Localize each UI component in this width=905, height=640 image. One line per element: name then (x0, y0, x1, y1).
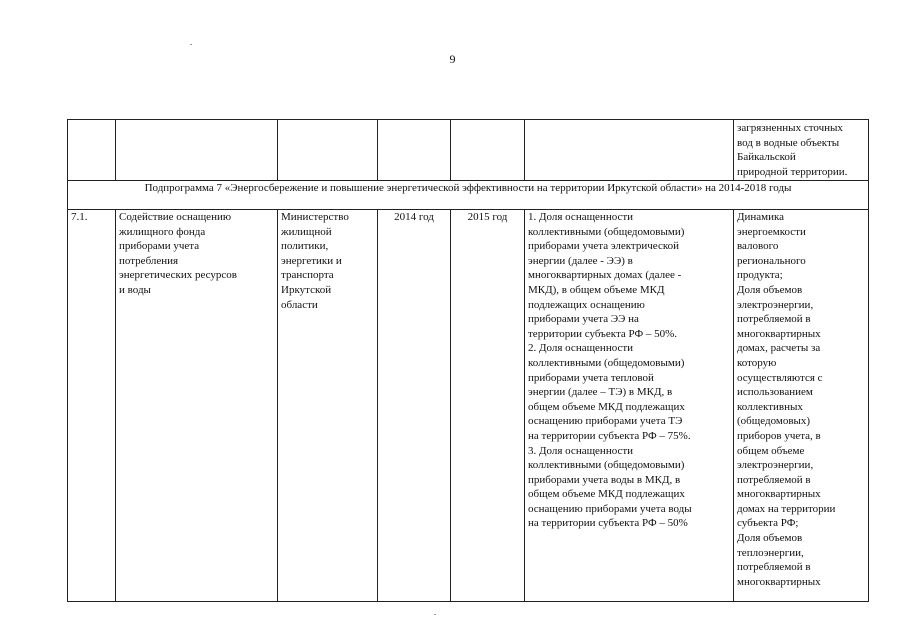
text-line: коллективными (общедомовыми) (528, 356, 685, 369)
text-line: Содействие оснащению (119, 211, 232, 223)
start-year: 2014 год (378, 210, 451, 602)
text-line: приборами учета ЭЭ на (528, 313, 639, 326)
text-line: энергетических ресурсов (119, 269, 237, 282)
executor-cell (278, 210, 378, 602)
text-line: потребляемой в (737, 313, 811, 326)
text-line: приборами учета (119, 240, 200, 253)
cell-empty (68, 120, 116, 181)
main-row (68, 210, 869, 602)
text-line: приборами учета воды в МКД, в (528, 473, 681, 486)
continuation-target-cell (734, 120, 869, 181)
text-line: домах, расчеты за (737, 342, 821, 355)
text-line: энергетики и (281, 254, 342, 267)
text-line: (общедомовых) (737, 415, 811, 428)
target-indicators-cell (734, 210, 869, 602)
text-line: потребления (119, 254, 179, 267)
subprogram-header: Подпрограмма 7 «Энергосбережение и повышение энергетической эффективности на территории Иркутской области» на 2014-2018 годы (68, 181, 869, 210)
text-line: которую (737, 356, 777, 369)
text-line: субъекта РФ; (737, 517, 799, 530)
scan-speck (190, 44, 192, 45)
text-line: Доля объемов (737, 532, 803, 545)
text-line: Министерство (281, 211, 349, 223)
continuation-row (68, 120, 869, 181)
text-line: на территории субъекта РФ – 50% (528, 517, 688, 530)
text-line: территории субъекта РФ – 50%. (528, 327, 678, 340)
text-line: 1. Доля оснащенности (528, 211, 634, 223)
text-line: приборами учета тепловой (528, 371, 654, 384)
text-line: жилищного фонда (119, 225, 206, 238)
text-line: 2. Доля оснащенности (528, 342, 634, 355)
cell-empty (116, 120, 278, 181)
text-line: домах на территории (737, 502, 836, 515)
text-line: загрязненных сточных (737, 122, 843, 134)
text-line: теплоэнергии, (737, 546, 804, 559)
text-line: 3. Доля оснащенности (528, 444, 634, 457)
text-line: осуществляются с (737, 371, 823, 384)
text-line: потребляемой в (737, 561, 811, 574)
text-line: транспорта (281, 269, 334, 282)
text-line: коллективными (общедомовыми) (528, 459, 685, 472)
text-line: оснащению приборами учета воды (528, 502, 692, 515)
text-line: коллективными (общедомовыми) (528, 225, 685, 238)
text-line: многоквартирных (737, 488, 821, 501)
text-line: многоквартирных (737, 575, 821, 588)
text-line: области (281, 298, 318, 311)
text-line: вод в водные объекты (737, 136, 840, 149)
text-line: продукта; (737, 269, 783, 282)
page-number: 9 (449, 52, 456, 66)
text-line: подлежащих оснащению (528, 298, 645, 311)
text-line: энергии (далее – ТЭ) в МКД, в (528, 386, 673, 399)
text-line: на территории субъекта РФ – 75%. (528, 429, 691, 442)
text-line: общем объеме (737, 444, 805, 457)
text-line: природной территории. (737, 165, 848, 178)
text-line: и воды (119, 283, 151, 296)
text-line: энергоемкости (737, 225, 806, 238)
text-line: многоквартирных (737, 327, 821, 340)
text-line: электроэнергии, (737, 298, 814, 311)
text-line: политики, (281, 240, 329, 253)
result-cell (525, 210, 734, 602)
text-line: использованием (737, 386, 813, 399)
text-line: жилищной (281, 225, 332, 238)
text-line: регионального (737, 254, 806, 267)
text-line: многоквартирных домах (далее - (528, 269, 682, 282)
program-table (67, 119, 869, 602)
cell-empty (451, 120, 525, 181)
cell-empty (525, 120, 734, 181)
scan-speck (434, 614, 436, 615)
item-number: 7.1. (68, 210, 116, 602)
text-line: общем объеме МКД подлежащих (528, 488, 685, 501)
text-line: Доля объемов (737, 283, 803, 296)
text-line: МКД), в общем объеме МКД (528, 283, 665, 296)
text-line: приборами учета электрической (528, 240, 680, 253)
cell-empty (278, 120, 378, 181)
subprogram-header-row (68, 181, 869, 210)
text-line: валового (737, 240, 779, 253)
text-line: потребляемой в (737, 473, 811, 486)
cell-empty (378, 120, 451, 181)
text-line: общем объеме МКД подлежащих (528, 400, 685, 413)
text-line: Динамика (737, 211, 785, 223)
text-line: Иркутской (281, 283, 332, 296)
text-line: оснащению приборами учета ТЭ (528, 415, 683, 428)
activity-cell (116, 210, 278, 602)
text-line: энергии (далее - ЭЭ) в (528, 254, 633, 267)
text-line: электроэнергии, (737, 459, 814, 472)
text-line: Байкальской (737, 151, 796, 164)
text-line: коллективных (737, 400, 803, 413)
end-year: 2015 год (451, 210, 525, 602)
text-line: приборов учета, в (737, 429, 821, 442)
